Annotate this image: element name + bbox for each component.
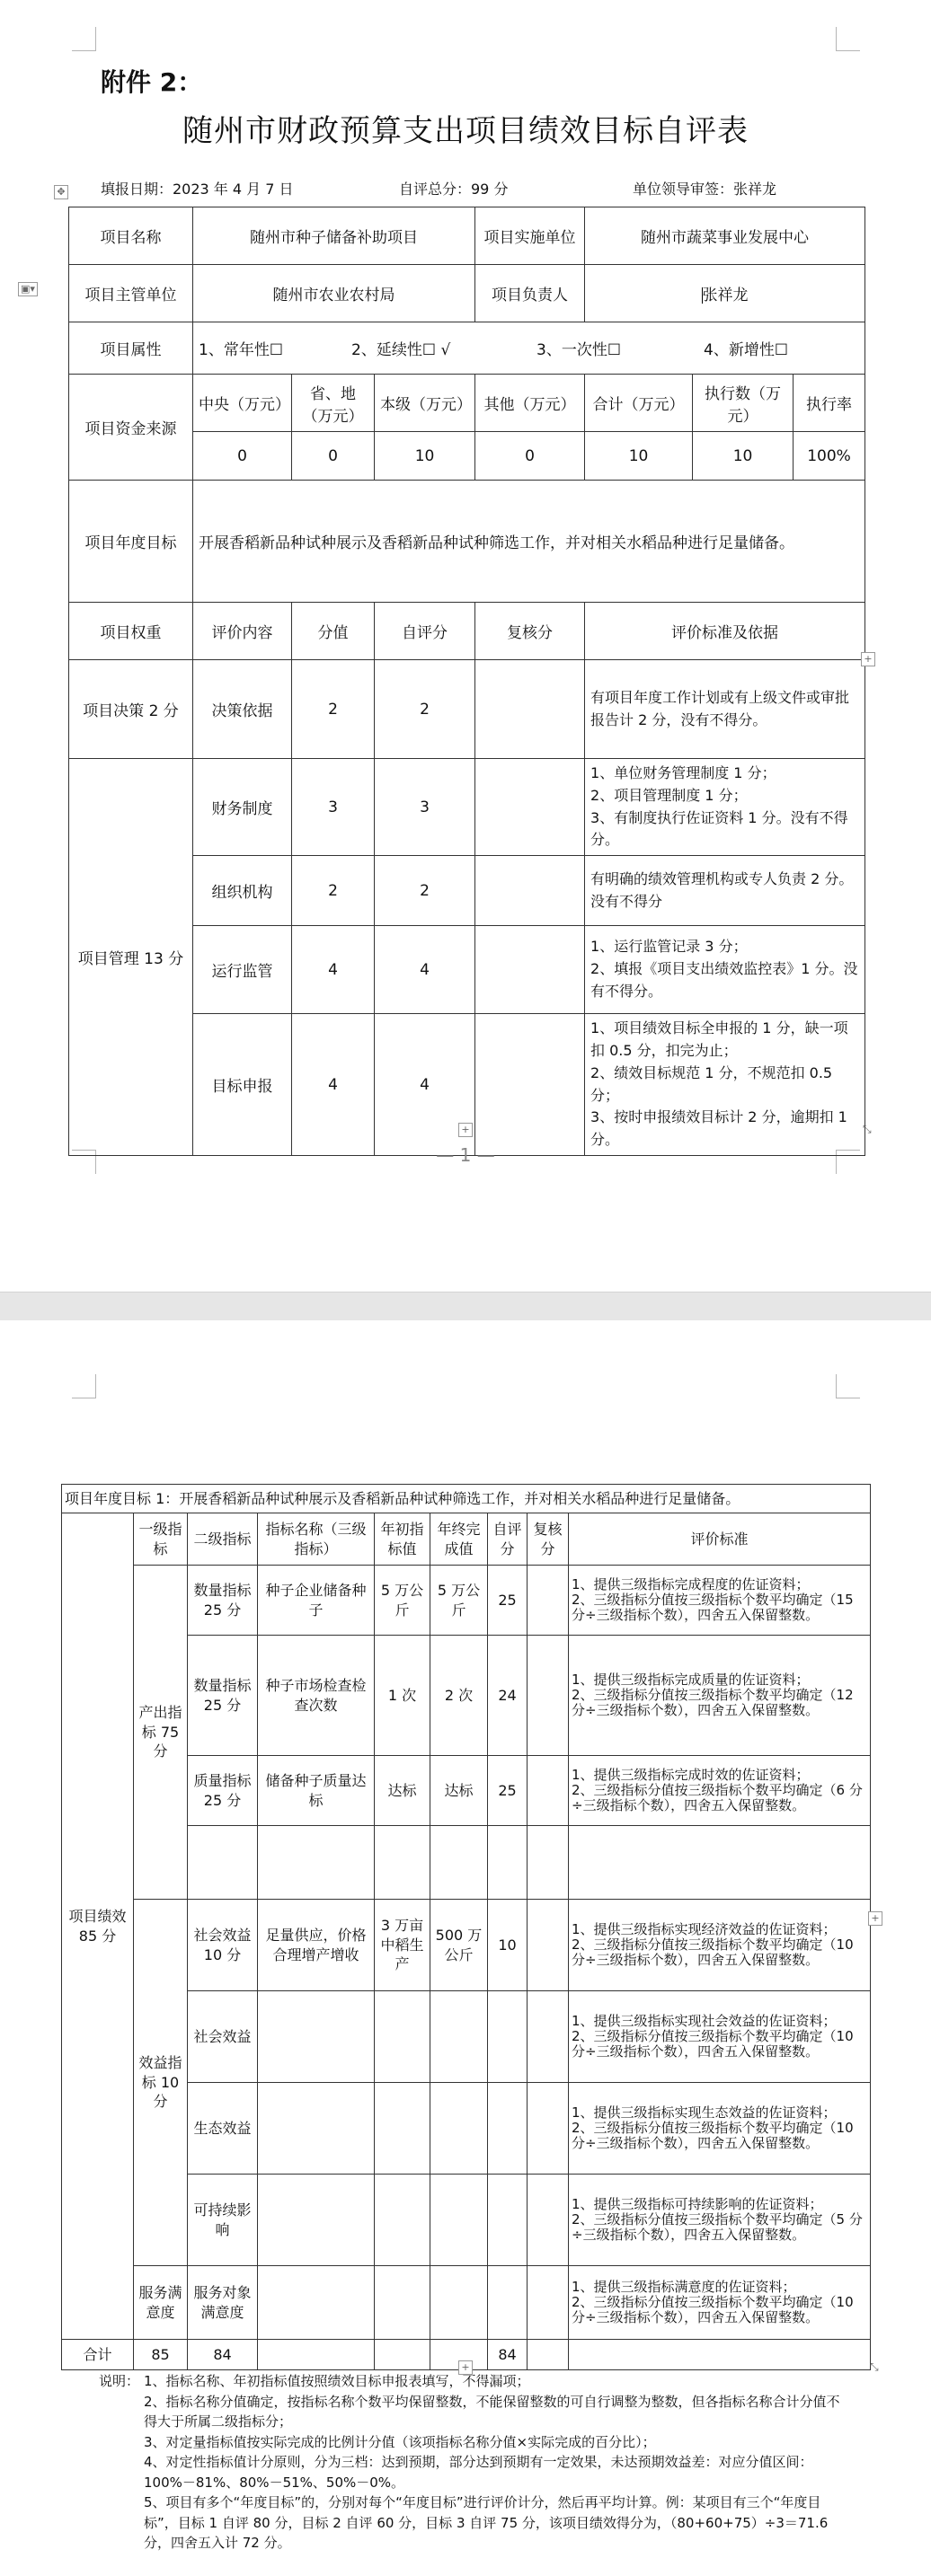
criteria-line: 1、提供三级指标实现社会效益的佐证资料； (572, 2013, 837, 2030)
table-row (69, 481, 865, 603)
attr-option[interactable]: 4、新增性☐ (704, 341, 789, 359)
note-line (99, 2371, 845, 2392)
note-text: 2、指标名称分值确定，按指标名称个数平均保留整数，不能保留整数的可自行调整为整数，但各指标名称合计分值不得大于所属二级指标分； (144, 2393, 840, 2430)
table-row (62, 1485, 871, 1513)
attr-option[interactable]: 3、一次性☐ (536, 341, 622, 359)
indicator-name[interactable]: 种子企业储备种子 (258, 1566, 375, 1636)
review-score[interactable] (528, 1756, 569, 1826)
total-self-score: 84 (488, 2340, 528, 2370)
review-score[interactable] (528, 1900, 569, 1991)
review-score[interactable] (528, 1826, 569, 1900)
fund-value[interactable]: 10 (375, 432, 475, 481)
mgmt-self-score[interactable]: 4 (375, 926, 475, 1014)
final-value[interactable] (430, 2083, 488, 2175)
indicator-name[interactable]: 足量供应，价格合理增产增收 (258, 1900, 375, 1991)
table-resize-icon[interactable]: ⤡ (863, 1123, 872, 1135)
table-row (69, 603, 865, 660)
attr-label: 项目属性 (69, 322, 193, 375)
review-score[interactable] (528, 1636, 569, 1756)
final-value[interactable] (430, 2175, 488, 2266)
page-corner-mark (836, 1374, 860, 1398)
impl-unit[interactable]: 随州市蔬菜事业发展中心 (585, 207, 865, 265)
criteria-line: 3、有制度执行佐证资料 1 分。没有不得分。 (590, 808, 848, 849)
criteria-line: 1、提供三级指标完成时效的佐证资料； (572, 1767, 810, 1784)
management-group: 项目管理 13 分 (69, 759, 193, 1156)
project-name-label: 项目名称 (69, 207, 193, 265)
total-cell[interactable] (258, 2340, 375, 2370)
annual-goal[interactable]: 开展香稻新品种试种展示及香稻新品种试种筛选工作，并对相关水稻品种进行足量储备。 (193, 481, 865, 603)
fund-value[interactable]: 0 (292, 432, 375, 481)
fund-label: 项目资金来源 (69, 375, 193, 481)
decision-review-score[interactable] (475, 660, 585, 759)
final-value[interactable]: 达标 (430, 1756, 488, 1826)
fund-value[interactable]: 0 (475, 432, 585, 481)
final-value[interactable]: 2 次 (430, 1636, 488, 1756)
criteria-line: 2、三级指标分值按三级指标个数平均确定（10 分÷三级指标个数），四舍五入保留整数。 (572, 1936, 854, 1968)
l2-indicator: 数量指标 25 分 (188, 1566, 258, 1636)
mgmt-self-score[interactable]: 2 (375, 856, 475, 926)
total-cell[interactable] (569, 2340, 871, 2370)
table-move-handle-icon[interactable]: ✥ (54, 185, 68, 199)
criteria-line: 1、提供三级指标完成质量的佐证资料； (572, 1672, 810, 1689)
criteria-line: 1、提供三级指标实现经济效益的佐证资料； (572, 1921, 837, 1938)
initial-value[interactable] (375, 1991, 430, 2083)
mgmt-content: 组织机构 (193, 856, 292, 926)
mgmt-criteria (585, 926, 865, 1014)
final-value[interactable] (430, 2266, 488, 2340)
col-header: 二级指标 (188, 1513, 258, 1566)
mgmt-content: 财务制度 (193, 759, 292, 856)
note-text: 4、对定性指标值计分原则，分为三档：达到预期，部分达到预期有一定效果，未达预期效益差：对应分值区间：100%－81%、80%－51%、50%－0%。 (144, 2454, 813, 2491)
weight-header: 评价标准及依据 (585, 603, 865, 660)
mgmt-score[interactable]: 3 (292, 759, 375, 856)
evaluation-criteria[interactable] (569, 1826, 871, 1900)
evaluation-criteria (569, 1636, 871, 1756)
attr-option[interactable]: 2、延续性☐ √ (351, 341, 451, 359)
table-row (69, 759, 865, 856)
fund-value[interactable]: 10 (585, 432, 693, 481)
fund-header: 执行率 (794, 375, 865, 432)
note-text: 1、指标名称、年初指标值按照绩效目标申报表填写，不得漏项； (144, 2373, 530, 2389)
initial-value[interactable]: 5 万公斤 (375, 1566, 430, 1636)
decision-self-score[interactable]: 2 (375, 660, 475, 759)
leader-value[interactable] (585, 265, 865, 322)
mgmt-review-score[interactable] (475, 926, 585, 1014)
mgmt-score[interactable]: 4 (292, 926, 375, 1014)
criteria-line: 2、填报《项目支出绩效监控表》1 分。没有不得分。 (590, 960, 858, 1001)
fund-header: 省、地（万元） (292, 375, 375, 432)
indicator-name[interactable]: 储备种子质量达标 (258, 1756, 375, 1826)
review-score[interactable] (528, 1991, 569, 2083)
note-line (99, 2432, 845, 2453)
evaluation-criteria (569, 1756, 871, 1826)
decision-group: 项目决策 2 分 (69, 660, 193, 759)
table-row (62, 1566, 871, 1636)
attr-options (193, 322, 865, 375)
mgmt-review-score[interactable] (475, 856, 585, 926)
table-resize-icon[interactable]: ⤡ (870, 2360, 879, 2373)
decision-score[interactable]: 2 (292, 660, 375, 759)
indicator-name[interactable] (258, 2083, 375, 2175)
mgmt-self-score[interactable]: 3 (375, 759, 475, 856)
fund-header: 执行数（万元） (693, 375, 794, 432)
page-corner-mark (836, 27, 860, 51)
criteria-line: 2、绩效目标规范 1 分，不规范扣 0.5 分； (590, 1063, 833, 1104)
criteria-line: 1、提供三级指标可持续影响的佐证资料； (572, 2196, 823, 2213)
note-text: 5、项目有多个“年度目标”的，分别对每个“年度目标”进行评价计分，然后再平均计算。例：某项目有三个“年度目标”，目标 1 自评 80 分，目标 2 自评 60 分，目标 3 自评 75 分，该项目绩效得分为，（80+60+75）÷3＝71.6 分，四舍五入计 72 分。 (144, 2494, 829, 2551)
impl-unit-label: 项目实施单位 (475, 207, 585, 265)
criteria-line: 3、按时申报绩效目标计 2 分，逾期扣 1 分。 (590, 1108, 847, 1149)
self-score[interactable] (488, 2266, 528, 2340)
self-score[interactable] (488, 1826, 528, 1900)
evaluation-criteria (569, 1900, 871, 1991)
leader-signoff: 单位领导审签：张祥龙 (633, 181, 777, 198)
weight-header: 项目权重 (69, 603, 193, 660)
indicator-name[interactable]: 种子市场检查检查次数 (258, 1636, 375, 1756)
table-row (62, 1513, 871, 1566)
indicator-name[interactable] (258, 2175, 375, 2266)
add-row-icon[interactable]: + (458, 1123, 473, 1137)
annual-goal-header: 项目年度目标 1：开展香稻新品种试种展示及香稻新品种试种筛选工作，并对相关水稻品种进行足量储备。 (62, 1485, 871, 1513)
criteria-line: 2、三级指标分值按三级指标个数平均确定（10 分÷三级指标个数），四舍五入保留整数。 (572, 2294, 854, 2325)
mgmt-criteria (585, 759, 865, 856)
final-value[interactable] (430, 1826, 488, 1900)
satisfaction-indicator: 服务满意度 (134, 2266, 188, 2340)
evaluation-criteria (569, 2266, 871, 2340)
col-header: 复核分 (528, 1513, 569, 1566)
mgmt-score[interactable]: 4 (292, 1014, 375, 1156)
fund-header: 本级（万元） (375, 375, 475, 432)
l2-indicator: 生态效益 (188, 2083, 258, 2175)
criteria-line: 有项目年度工作计划或有上级文件或审批报告计 2 分，没有不得分。 (590, 688, 850, 728)
output-indicator: 产出指标 75 分 (134, 1566, 188, 1900)
table-row (62, 1900, 871, 1991)
fund-value[interactable]: 10 (693, 432, 794, 481)
initial-value[interactable] (375, 2083, 430, 2175)
self-evaluation-table (68, 207, 865, 1156)
criteria-line: 1、项目绩效目标全申报的 1 分，缺一项扣 0.5 分，扣完为止； (590, 1019, 848, 1059)
l2-indicator: 社会效益 (188, 1991, 258, 2083)
decision-criteria (585, 660, 865, 759)
review-score[interactable] (528, 2175, 569, 2266)
total-cell[interactable] (375, 2340, 430, 2370)
benefit-indicator: 效益指标 10 分 (134, 1900, 188, 2266)
indicator-name[interactable] (258, 1826, 375, 1900)
evaluation-criteria (569, 2083, 871, 2175)
review-score[interactable] (528, 2083, 569, 2175)
col-header: 年终完成值 (430, 1513, 488, 1566)
evaluation-criteria (569, 1566, 871, 1636)
l2-indicator[interactable] (188, 1826, 258, 1900)
evaluation-criteria (569, 2175, 871, 2266)
criteria-line: 1、运行监管记录 3 分； (590, 938, 748, 956)
self-score[interactable] (488, 2083, 528, 2175)
initial-value[interactable] (375, 2175, 430, 2266)
indicator-name[interactable] (258, 1991, 375, 2083)
l2-indicator: 社会效益 10 分 (188, 1900, 258, 1991)
fund-header: 其他（万元） (475, 375, 585, 432)
col-header: 指标名称（三级指标） (258, 1513, 375, 1566)
initial-value[interactable]: 1 次 (375, 1636, 430, 1756)
fill-date: 填报日期：2023 年 4 月 7 日 (101, 181, 294, 198)
self-score[interactable]: 25 (488, 1566, 528, 1636)
fund-header: 合计（万元） (585, 375, 693, 432)
performance-group: 项目绩效 85 分 (62, 1513, 134, 2340)
col-header: 年初指标值 (375, 1513, 430, 1566)
fund-value[interactable]: 0 (193, 432, 292, 481)
notes-section (99, 2371, 845, 2554)
table-row (69, 375, 865, 432)
mgmt-review-score[interactable] (475, 759, 585, 856)
criteria-line: 1、提供三级指标满意度的佐证资料； (572, 2279, 796, 2296)
table-row (69, 207, 865, 265)
evaluation-criteria (569, 1991, 871, 2083)
self-score[interactable]: 24 (488, 1636, 528, 1756)
mgmt-content: 运行监管 (193, 926, 292, 1014)
fund-header: 中央（万元） (193, 375, 292, 432)
table-layout-icon[interactable]: ▣▾ (18, 282, 38, 296)
self-score[interactable] (488, 2175, 528, 2266)
total-label: 合计 (62, 2340, 134, 2370)
review-score[interactable] (528, 2266, 569, 2340)
initial-value[interactable]: 达标 (375, 1756, 430, 1826)
attachment-label: 附件 2： (101, 67, 203, 97)
dept-value[interactable]: 随州市农业农村局 (193, 265, 475, 322)
add-column-icon[interactable]: + (861, 652, 875, 666)
mgmt-self-score[interactable]: 4 (375, 1014, 475, 1156)
total-cell[interactable] (528, 2340, 569, 2370)
criteria-line: 1、提供三级指标实现生态效益的佐证资料； (572, 2104, 837, 2122)
annual-goal-label: 项目年度目标 (69, 481, 193, 603)
leader-name: 张祥龙 (702, 287, 749, 304)
total-score: 自评总分：99 分 (399, 181, 509, 198)
note-text: 3、对定量指标值按实际完成的比例计分值（该项指标名称分值×实际完成的百分比）； (144, 2433, 656, 2450)
criteria-line: 2、三级指标分值按三级指标个数平均确定（12 分÷三级指标个数），四舍五入保留整数。 (572, 1687, 854, 1718)
fund-value[interactable]: 100% (794, 432, 865, 481)
weight-header: 自评分 (375, 603, 475, 660)
page-corner-mark (72, 1374, 96, 1398)
criteria-line: 2、三级指标分值按三级指标个数平均确定（5 分÷三级指标个数），四舍五入保留整数。 (572, 2211, 863, 2243)
mgmt-review-score[interactable] (475, 1014, 585, 1156)
initial-value[interactable] (375, 1826, 430, 1900)
indicator-name[interactable] (258, 2266, 375, 2340)
criteria-line: 2、三级指标分值按三级指标个数平均确定（6 分÷三级指标个数），四舍五入保留整数。 (572, 1782, 863, 1813)
self-score[interactable] (488, 1991, 528, 2083)
self-score[interactable]: 25 (488, 1756, 528, 1826)
add-column-icon[interactable]: + (868, 1911, 882, 1926)
note-line (99, 2392, 845, 2432)
criteria-line: 1、提供三级指标完成程度的佐证资料； (572, 1576, 810, 1593)
table-row (69, 265, 865, 322)
leader-label: 项目负责人 (475, 265, 585, 322)
final-value[interactable]: 500 万公斤 (430, 1900, 488, 1991)
col-header: 一级指标 (134, 1513, 188, 1566)
weight-header: 复核分 (475, 603, 585, 660)
criteria-line: 2、三级指标分值按三级指标个数平均确定（10 分÷三级指标个数），四舍五入保留整数。 (572, 2028, 854, 2060)
initial-value[interactable] (375, 2266, 430, 2340)
criteria-line: 2、三级指标分值按三级指标个数平均确定（15 分÷三级指标个数），四舍五入保留整数。 (572, 1592, 854, 1623)
page-corner-mark (72, 27, 96, 51)
page-gap (0, 1292, 931, 1322)
weight-header: 分值 (292, 603, 375, 660)
table-row (62, 2266, 871, 2340)
page-number: — 1 — (436, 1144, 495, 1166)
performance-indicator-table (61, 1484, 871, 2370)
self-score[interactable]: 10 (488, 1900, 528, 1991)
col-header: 评价标准 (569, 1513, 871, 1566)
weight-header: 评价内容 (193, 603, 292, 660)
add-row-icon[interactable]: + (458, 2360, 473, 2375)
mgmt-score[interactable]: 2 (292, 856, 375, 926)
project-name[interactable]: 随州市种子储备补助项目 (193, 207, 475, 265)
l2-indicator: 服务对象满意度 (188, 2266, 258, 2340)
criteria-line: 1、单位财务管理制度 1 分； (590, 764, 776, 781)
notes-heading: 说明： (99, 2373, 140, 2389)
table-row (69, 660, 865, 759)
l2-indicator: 数量指标 25 分 (188, 1636, 258, 1756)
page-title: 随州市财政预算支出项目绩效目标自评表 (182, 113, 749, 149)
criteria-line: 2、三级指标分值按三级指标个数平均确定（10 分÷三级指标个数），四舍五入保留整数。 (572, 2120, 854, 2151)
final-value[interactable]: 5 万公斤 (430, 1566, 488, 1636)
l2-indicator: 可持续影响 (188, 2175, 258, 2266)
criteria-line: 2、项目管理制度 1 分； (590, 786, 748, 804)
total-l2: 84 (188, 2340, 258, 2370)
mgmt-criteria (585, 856, 865, 926)
initial-value[interactable]: 3 万亩中稻生产 (375, 1900, 430, 1991)
review-score[interactable] (528, 1566, 569, 1636)
note-line (99, 2452, 845, 2492)
final-value[interactable] (430, 1991, 488, 2083)
decision-content: 决策依据 (193, 660, 292, 759)
criteria-line: 有明确的绩效管理机构或专人负责 2 分。没有不得分 (590, 869, 854, 910)
dept-label: 项目主管单位 (69, 265, 193, 322)
total-l1: 85 (134, 2340, 188, 2370)
l2-indicator: 质量指标 25 分 (188, 1756, 258, 1826)
note-line (99, 2492, 845, 2554)
col-header: 自评分 (488, 1513, 528, 1566)
attr-option[interactable]: 1、常年性☐ (199, 341, 284, 359)
mgmt-criteria (585, 1014, 865, 1156)
table-row (69, 322, 865, 375)
mgmt-content: 目标申报 (193, 1014, 292, 1156)
